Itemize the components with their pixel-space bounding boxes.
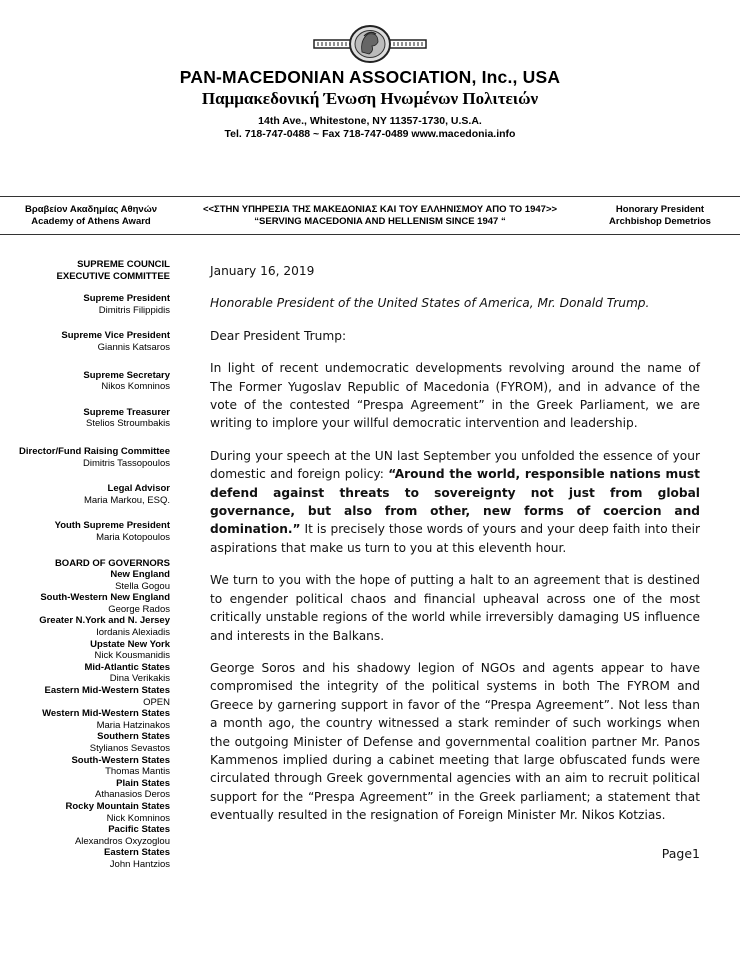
governor-region: Upstate New York bbox=[90, 638, 170, 650]
officer-name: Maria Markou, ESQ. bbox=[83, 494, 170, 506]
leadership-sidebar bbox=[0, 259, 170, 871]
letter-paragraph: We turn to you with the hope of putting a halt to an agreement that is destined to engender political chaos and financial upheaval across one of the most critically unstable regions of the world while irreversibly damaging US influence and interests in the Balkans. bbox=[210, 573, 700, 643]
governor-name: Dina Verikakis bbox=[109, 673, 170, 685]
academy-award-greek: Βραβείον Ακαδημίας Αθηνών bbox=[24, 204, 158, 215]
band-bottom-divider bbox=[0, 234, 740, 235]
paragraph-text: During your speech at the UN last September you unfolded the essence of your domestic and foreign policy: bbox=[210, 448, 700, 482]
council-heading-line1: SUPREME COUNCIL bbox=[77, 259, 170, 270]
officer-name: Nikos Komninos bbox=[101, 381, 170, 393]
governor-name: OPEN bbox=[143, 696, 170, 708]
council-heading-line2: EXECUTIVE COMMITTEE bbox=[56, 270, 170, 282]
officer-name: Maria Kotopoulos bbox=[96, 531, 170, 543]
governor-name: Nick Komninos bbox=[106, 812, 170, 824]
letter-date: January 16, 2019 bbox=[210, 264, 315, 278]
un-speech-quote: “Around the world, responsible nations must defend against threats to sovereignty not just from global governance, but also from other, new forms of coercion and domination.” bbox=[210, 467, 701, 537]
letter-addressee: Honorable President of the United States of America, Mr. Donald Trump. bbox=[210, 296, 650, 311]
governor-name: Stella Gogou bbox=[115, 580, 170, 592]
honorary-president-name: Archbishop Demetrios bbox=[609, 216, 711, 227]
board-heading: BOARD OF GOVERNORS bbox=[54, 557, 170, 569]
governor-region: Western Mid-Western States bbox=[42, 708, 170, 720]
governor-region: Rocky Mountain States bbox=[65, 800, 170, 812]
governor-name: John Hantzios bbox=[109, 858, 170, 870]
letter-body bbox=[210, 262, 700, 839]
governor-region: Mid-Atlantic States bbox=[84, 661, 170, 673]
officer-title: Supreme Treasurer bbox=[83, 406, 170, 418]
officer-name: Stelios Stroumbakis bbox=[86, 418, 170, 430]
academy-award-note bbox=[10, 204, 172, 228]
officer-title: Director/Fund Raising Committee bbox=[19, 445, 170, 457]
organization-name: PAN-MACEDONIAN ASSOCIATION, Inc., USA bbox=[179, 67, 561, 87]
officer-name: Giannis Katsaros bbox=[97, 341, 170, 353]
letter-paragraph bbox=[210, 447, 700, 557]
governor-region: Pacific States bbox=[108, 824, 170, 836]
governor-region: Greater N.York and N. Jersey bbox=[39, 615, 170, 627]
organization-address: 14th Ave., Whitestone, NY 11357-1730, U.S.A. bbox=[258, 115, 482, 127]
letter-paragraph: In light of recent undemocratic developments revolving around the name of The Former Yugoslav Republic of Macedonia (FYROM), and in advance of the vote of the contested “Prespa Agreement” in the Greek Parliament, we are writing to implore your willful democratic intervention and leadership. bbox=[210, 361, 700, 431]
governor-region: Eastern Mid-Western States bbox=[44, 685, 170, 697]
governor-name: Maria Hatzinakos bbox=[96, 719, 170, 731]
honorary-president-title: Honorary President bbox=[615, 204, 705, 215]
governor-name: George Rados bbox=[108, 603, 170, 615]
governor-name: Nick Kousmanidis bbox=[94, 650, 170, 662]
governor-region: Southern States bbox=[97, 731, 170, 743]
officer-title: Youth Supreme President bbox=[54, 520, 170, 532]
motto-english: “SERVING MACEDONIA AND HELLENISM SINCE 1947 “ bbox=[254, 216, 506, 227]
governor-name: Alexandros Oxyzoglou bbox=[74, 835, 170, 847]
paragraph-text: It is precisely those words of yours and your deep faith into their aspirations that make us turn to you at this eleventh hour. bbox=[210, 522, 700, 555]
officer-name: Dimitris Tassopoulos bbox=[83, 457, 170, 469]
officer-title: Supreme Vice President bbox=[61, 330, 170, 342]
governor-name: Thomas Mantis bbox=[105, 766, 170, 778]
motto bbox=[180, 204, 580, 228]
motto-greek: <<ΣΤΗΝ ΥΠΗΡΕΣΙΑ ΤΗΣ ΜΑΚΕΔΟΝΙΑΣ ΚΑΙ ΤΟΥ ΕΛΛΗΝΙΣΜΟΥ ΑΠΟ ΤΟ 1947>> bbox=[202, 204, 558, 215]
governor-name: Stylianos Sevastos bbox=[89, 743, 170, 754]
officer-name: Dimitris Filippidis bbox=[98, 304, 170, 316]
governor-name: Iordanis Alexiadis bbox=[96, 627, 170, 639]
page-number: Page1 bbox=[661, 846, 700, 861]
officer-title: Legal Advisor bbox=[107, 483, 170, 495]
organization-contact: Tel. 718-747-0488 ~ Fax 718-747-0489 www.macedonia.info bbox=[224, 128, 516, 140]
governor-region: Eastern States bbox=[103, 847, 170, 859]
organization-name-greek: Παμμακεδονική Ένωση Ηνωμένων Πολιτειών bbox=[201, 89, 539, 108]
governor-name: Athanasios Deros bbox=[95, 789, 170, 801]
academy-award-english: Academy of Athens Award bbox=[31, 216, 151, 227]
association-emblem-logo bbox=[312, 24, 428, 64]
band-top-divider bbox=[0, 196, 740, 197]
governor-region: Plain States bbox=[116, 777, 170, 789]
letter-salutation: Dear President Trump: bbox=[210, 328, 347, 343]
governor-region: South-Western New England bbox=[40, 592, 170, 604]
governor-region: New England bbox=[110, 569, 170, 581]
honorary-president bbox=[590, 204, 730, 228]
officer-title: Supreme President bbox=[83, 293, 170, 305]
letter-paragraph: George Soros and his shadowy legion of NGOs and agents appear to have compromised the integrity of the political systems in both The FYROM and Greece by garnering support in favor of the “Prespa Agreement”. Not less than a month ago, the country witnessed a stark reminder of such workings when the outgoing Minister of Defense and governmental coalition partner Mr. Panos Kammenos implied during a cabinet meeting that large obfuscated funds were circulated through Greek governmental agencies with an aim to recruit political support for the “Prespa Agreement” in the Greek parliament; a statement that eventually resulted in the resignation of Foreign Minister Mr. Nikos Kotzias. bbox=[210, 660, 700, 823]
officer-title: Supreme Secretary bbox=[83, 369, 170, 381]
governor-region: South-Western States bbox=[71, 754, 170, 766]
